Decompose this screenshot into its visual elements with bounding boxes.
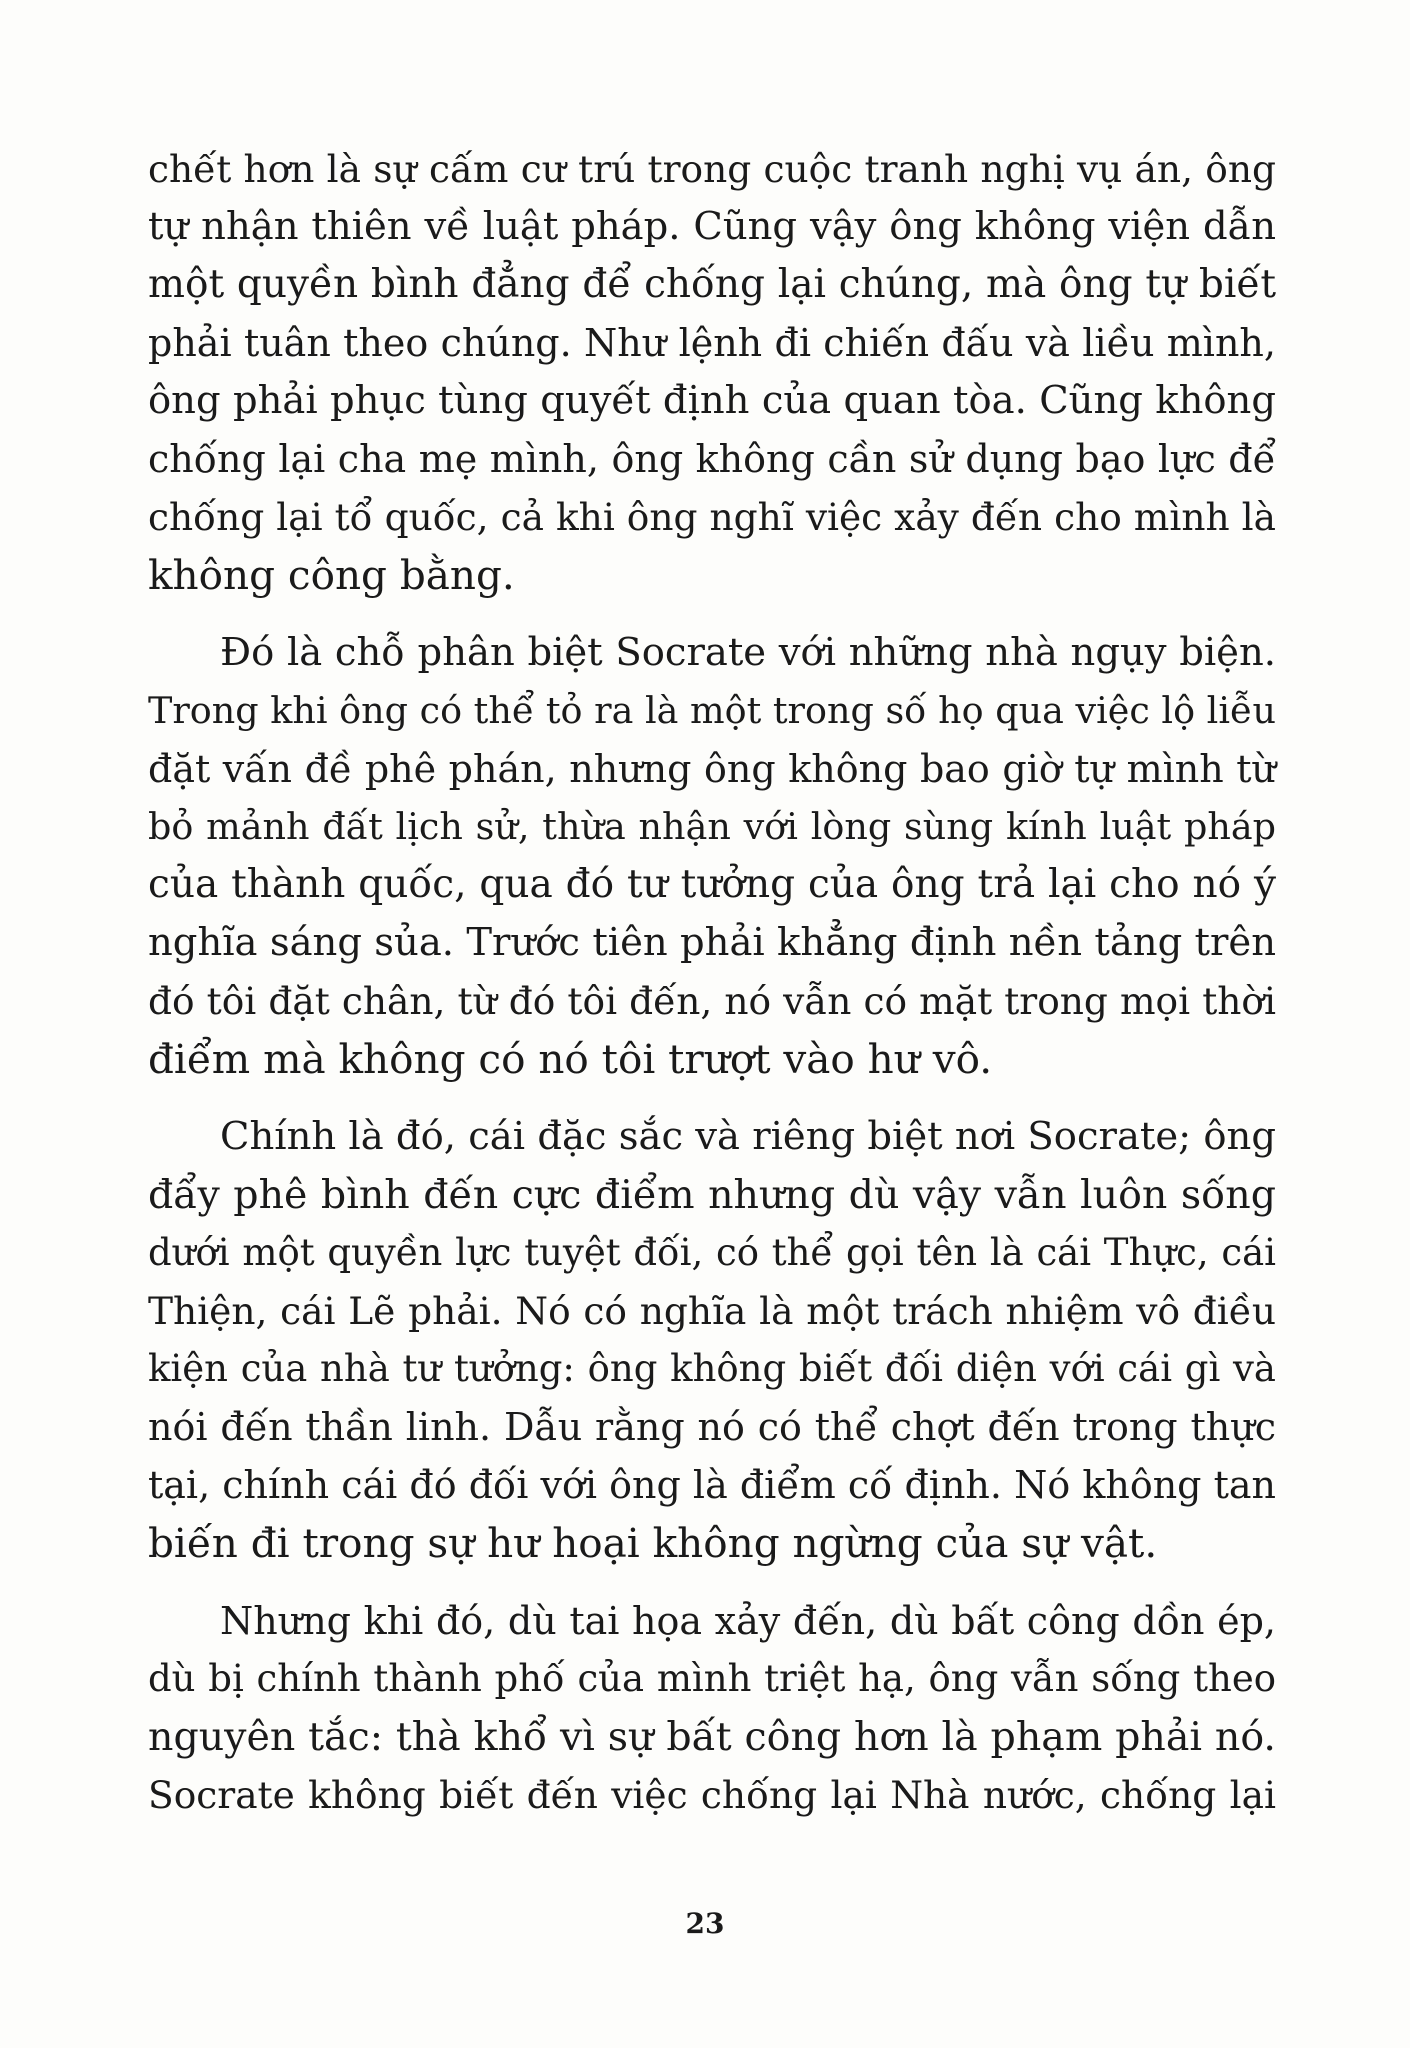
text-line: nguyên tắc: thà khổ vì sự bất công hơn là phạm phải nó.	[148, 1714, 1276, 1760]
text-line: nghĩa sáng sủa. Trước tiên phải khẳng định nền tảng trên	[148, 920, 1276, 965]
text-line: tự nhận thiên về luật pháp. Cũng vậy ông không viện dẫn	[148, 204, 1276, 249]
text-line: kiện của nhà tư tưởng: ông không biết đối diện với cái gì và	[148, 1347, 1276, 1390]
paragraph-1	[148, 140, 1276, 604]
text-line: Trong khi ông có thể tỏ ra là một trong số họ qua việc lộ liễu	[148, 689, 1276, 732]
text-line: đẩy phê bình đến cực điểm nhưng dù vậy vẫn luôn sống	[148, 1172, 1276, 1218]
paragraph-3	[148, 1108, 1276, 1572]
paragraph-2	[148, 624, 1276, 1088]
text-line: đặt vấn đề phê phán, nhưng ông không bao giờ tự mình từ	[148, 747, 1276, 791]
text-line: điểm mà không có nó tôi trượt vào hư vô.	[148, 1035, 993, 1083]
text-line: biến đi trong sự hư hoại không ngừng của sự vật.	[148, 1519, 1158, 1567]
text-line: phải tuân theo chúng. Như lệnh đi chiến đấu và liều mình,	[148, 321, 1276, 365]
paragraph-4	[148, 1592, 1276, 1824]
text-line: tại, chính cái đó đối với ông là điểm cố định. Nó không tan	[148, 1463, 1276, 1507]
text-line: Đó là chỗ phân biệt Socrate với những nhà ngụy biện.	[220, 630, 1276, 675]
page-number: 23	[685, 1907, 725, 1940]
text-line: Nhưng khi đó, dù tai họa xảy đến, dù bất công dồn ép,	[220, 1599, 1276, 1643]
text-line: một quyền bình đẳng để chống lại chúng, mà ông tự biết	[148, 262, 1276, 307]
text-line: của thành quốc, qua đó tư tưởng của ông trả lại cho nó ý	[148, 862, 1276, 907]
text-line: chết hơn là sự cấm cư trú trong cuộc tranh nghị vụ án, ông	[148, 147, 1276, 191]
text-line: chống lại cha mẹ mình, ông không cần sử dụng bạo lực để	[148, 437, 1276, 481]
text-line: đó tôi đặt chân, từ đó tôi đến, nó vẫn có mặt trong mọi thời	[148, 979, 1276, 1023]
text-line: Thiện, cái Lẽ phải. Nó có nghĩa là một trách nhiệm vô điều	[148, 1289, 1276, 1333]
text-line: dù bị chính thành phố của mình triệt hạ, ông vẫn sống theo	[148, 1657, 1276, 1700]
text-line: bỏ mảnh đất lịch sử, thừa nhận với lòng sùng kính luật pháp	[148, 805, 1276, 848]
text-line: ông phải phục tùng quyết định của quan tòa. Cũng không	[148, 378, 1276, 423]
text-line: Chính là đó, cái đặc sắc và riêng biệt nơi Socrate; ông	[220, 1114, 1276, 1159]
body-text	[148, 140, 1276, 1844]
text-line: nói đến thần linh. Dẫu rằng nó có thể chợt đến trong thực	[148, 1405, 1276, 1449]
text-line: dưới một quyền lực tuyệt đối, có thể gọi tên là cái Thực, cái	[148, 1231, 1276, 1274]
text-line: không công bằng.	[148, 551, 515, 599]
text-line: chống lại tổ quốc, cả khi ông nghĩ việc xảy đến cho mình là	[148, 495, 1276, 539]
text-line: Socrate không biết đến việc chống lại Nhà nước, chống lại	[148, 1773, 1276, 1817]
